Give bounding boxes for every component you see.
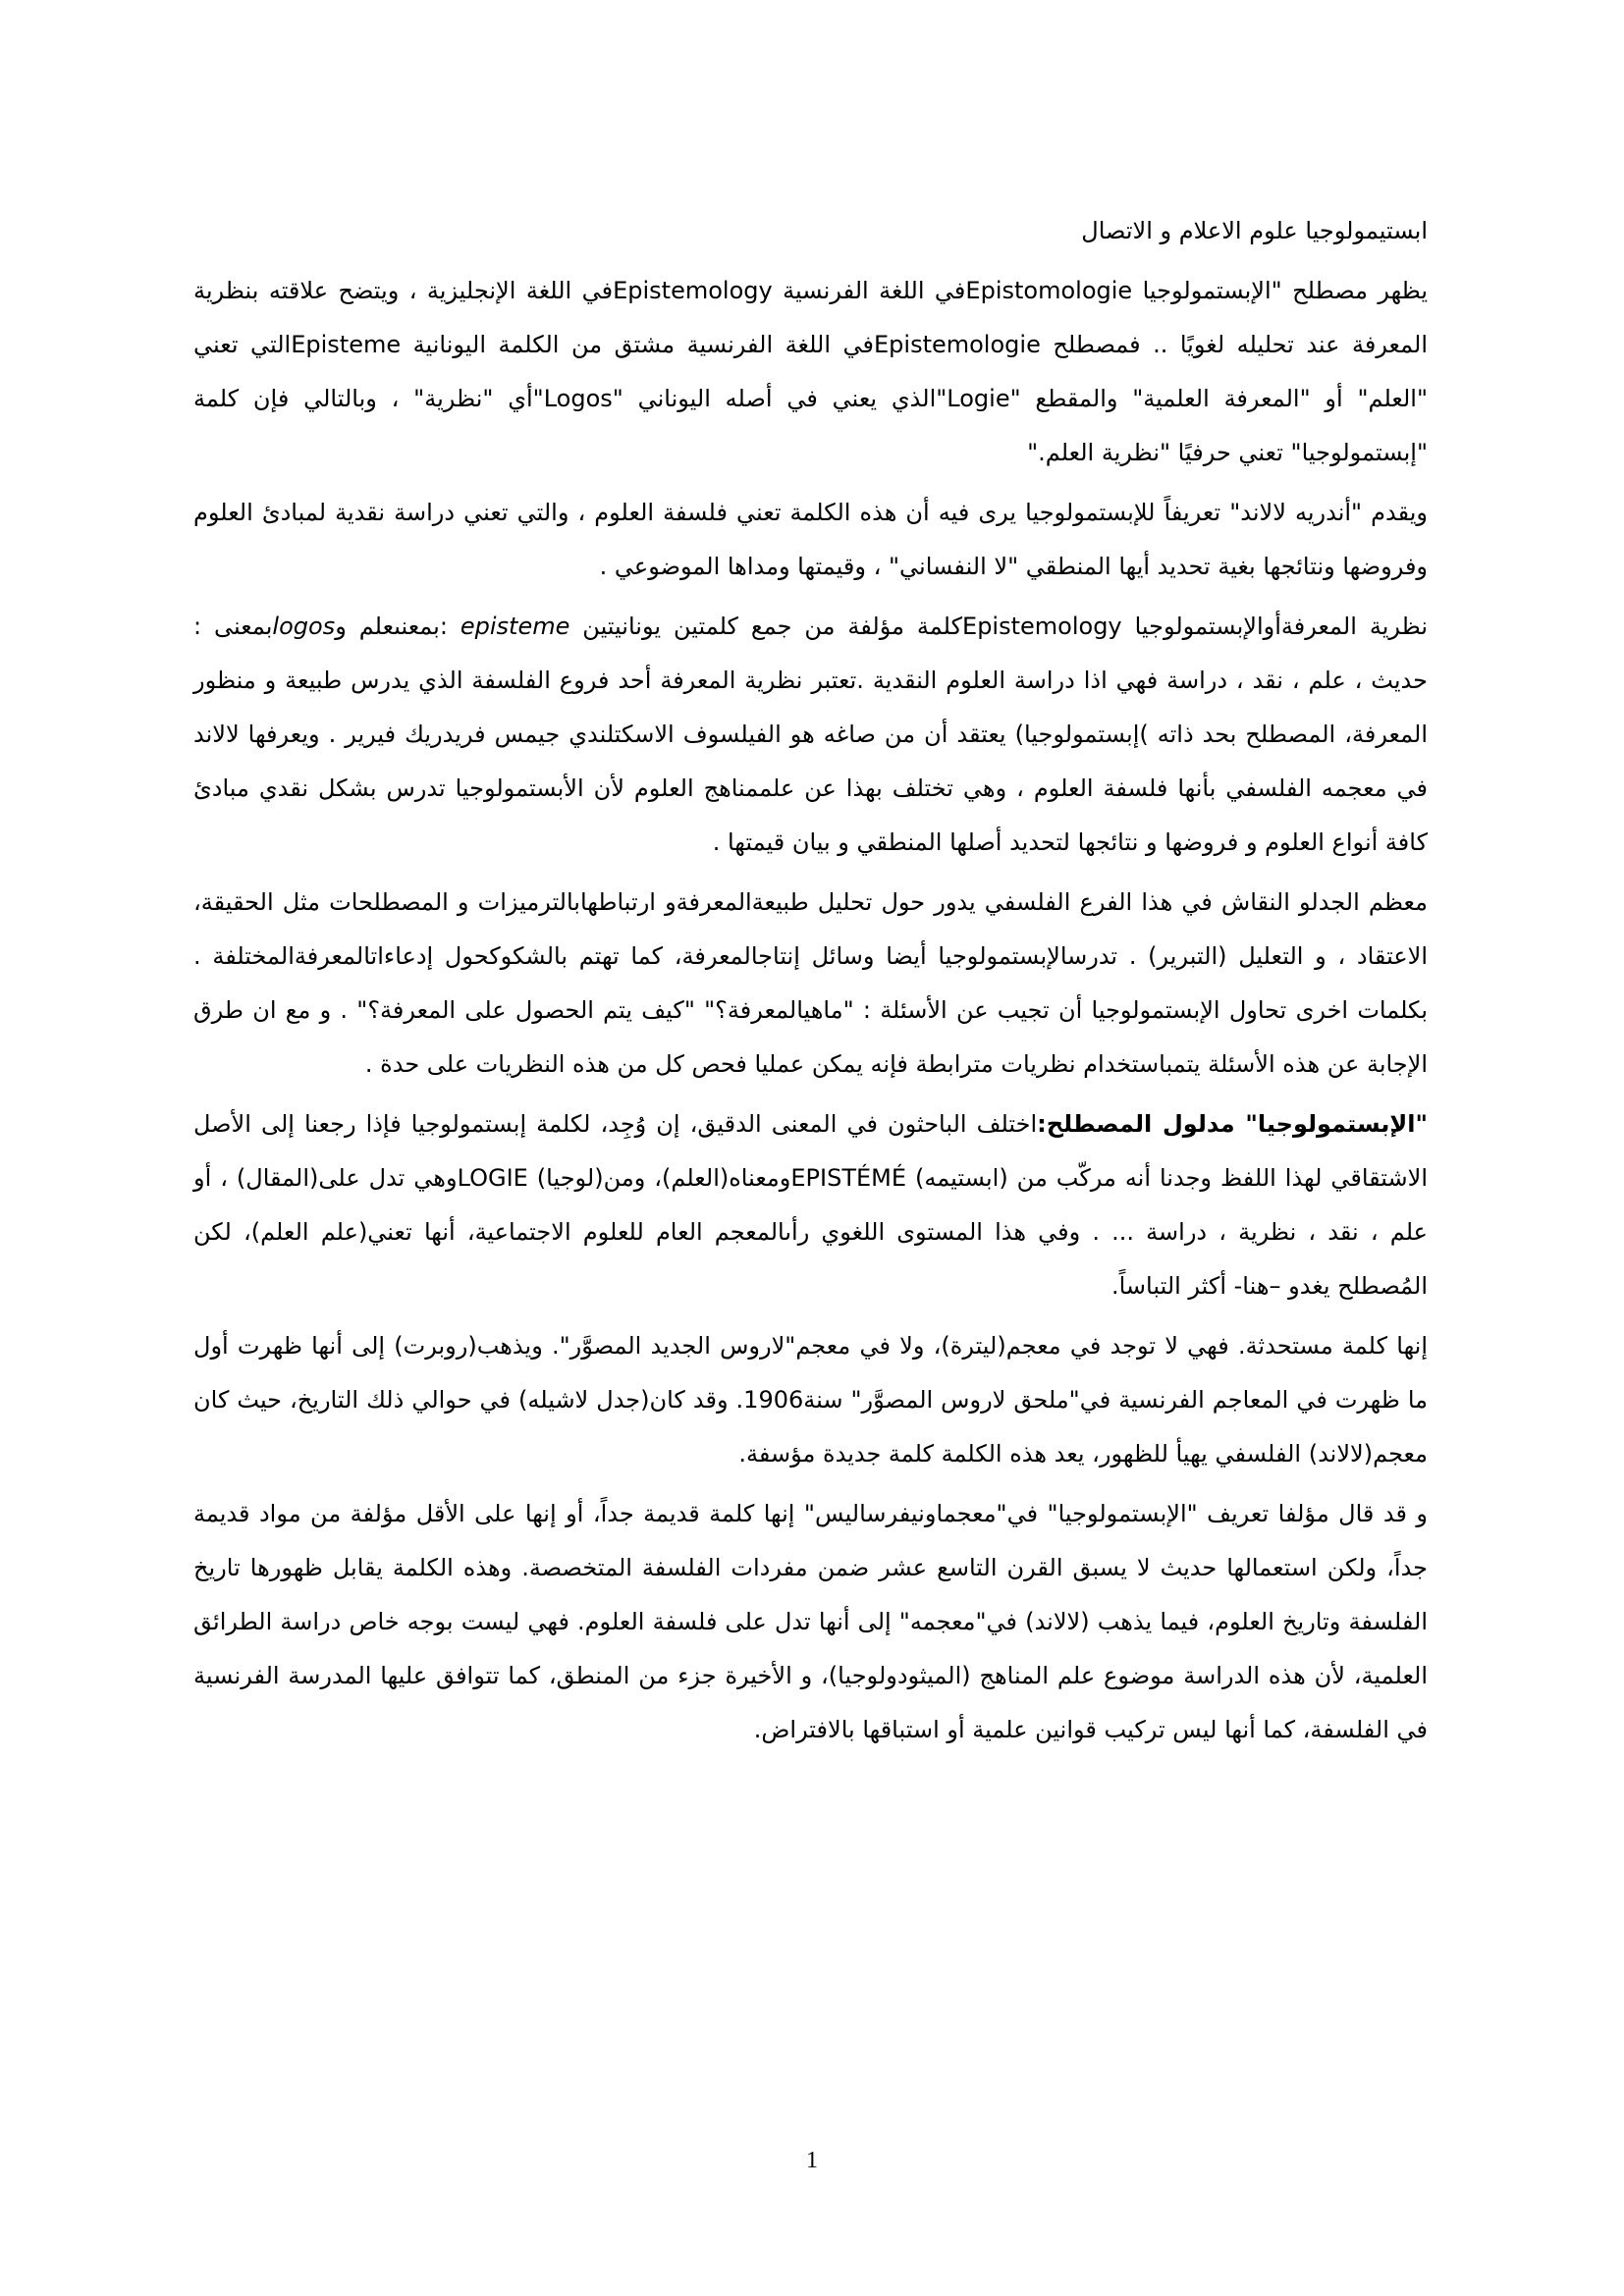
paragraph-universalis <box>193 1487 1428 1757</box>
paragraph-text-part: بمعنى : حديث ، علم ، نقد ، دراسة فهي اذا دراسة العلوم النقدية .تعتبر نظرية المعرفة أحد فروع الفلسفة الذي يدرس طبيعة و منظور المعرفة، المصطلح بحد ذاته )إبستمولوجيا) يعتقد أن من صاغه هو الفيلسوف الاسكتلندي جيمس فريدريك فيرير . ويعرفها لالاند في معجمه الفلسفي بأنها فلسفة العلوم ، وهي تختلف بهذا عن علممناهج العلوم لأن الأبستمولوجيا تدرس بشكل نقدي مبادئ كافة أنواع العلوم و فروضها و نتائجها لتحديد أصلها المنطقي و بيان قيمتها . <box>193 613 1428 856</box>
paragraph-theory-of-knowledge <box>193 600 1428 870</box>
paragraph-text-part: نظرية المعرفةأوالإبستمولوجيا Epistemologyكلمة مؤلفة من جمع كلمتين يونانيتين <box>569 613 1429 640</box>
paragraph-text: يظهر مصطلح "الإبستمولوجيا Epistomologieفي اللغة الفرنسية Epistemologyفي اللغة الإنجليزية ، ويتضح علاقته بنظرية المعرفة عند تحليله لغويًا .. فمصطلح Epistemologieفي اللغة الفرنسية مشتق من الكلمة اليونانية Epistemeالتي تعني "العلم" أو "المعرفة العلمية" والمقطع "Logie"الذي يعني في أصله اليوناني "Logos"أي "نظرية" ، وبالتالي فإن كلمة "إبستمولوجيا" تعني حرفيًا "نظرية العلم." <box>193 277 1429 466</box>
paragraph-text: ويقدم "أندريه لالاند" تعريفاً للإبستمولوجيا يرى فيه أن هذه الكلمة تعني فلسفة العلوم ، والتي تعني دراسة نقدية لمبادئ العلوم وفروضها ونتائجها بغية تحديد أيها المنطقي "لا النفساني" ، وقيمتها ومداها الموضوعي . <box>193 499 1428 580</box>
paragraph-new-word <box>193 1319 1428 1481</box>
paragraph-text: معظم الجدلو النقاش في هذا الفرع الفلسفي يدور حول تحليل طبيعةالمعرفةو ارتباطهابالترميزات و المصطلحات مثل الحقيقة، الاعتقاد ، و التعليل (التبرير) . تدرسالإبستمولوجيا أيضا وسائل إنتاجالمعرفة، كما تهتم بالشكوكحول إدعاءاتالمعرفةالمختلفة . بكلمات اخرى تحاول الإبستمولوجيا أن تجيب عن الأسئلة : "ماهيالمعرفة؟" "كيف يتم الحصول على المعرفة؟" . و مع ان طرق الإجابة عن هذه الأسئلة يتمباستخدام نظريات مترابطة فإنه يمكن عمليا فحص كل من هذه النظريات على حدة . <box>193 888 1428 1078</box>
italic-term-episteme: episteme <box>460 613 570 640</box>
paragraph-text-part: :بمعنىعلم و <box>335 613 460 640</box>
paragraph-etymology <box>193 264 1428 480</box>
paragraph-text: اختلف الباحثون في المعنى الدقيق، إن وُجِد، لكلمة إبستمولوجيا فإذا رجعنا إلى الأصل الاشتقاقي لهذا اللفظ وجدنا أنه مركّب من (ابستيمه) EPISTÉMÉومعناه(العلم)، ومن(لوجيا) LOGIEوهي تدل على(المقال) ، أو علم ، نقد ، نظرية ، دراسة ... . وفي هذا المستوى اللغوي رأىالمعجم العام للعلوم الاجتماعية، أنها تعني(علم العلم)، لكن المُصطلح يغدو –هنا- أكثر التباساً. <box>193 1110 1429 1300</box>
paragraph-debate <box>193 876 1428 1092</box>
paragraph-heading-bold: "الإبستمولوجيا" مدلول المصطلح: <box>1037 1110 1428 1138</box>
paragraph-text: إنها كلمة مستحدثة. فهي لا توجد في معجم(ليترة)، ولا في معجم"لاروس الجديد المصوَّر". ويذهب(روبرت) إلى أنها ظهرت أول ما ظهرت في المعاجم الفرنسية في"ملحق لاروس المصوَّر" سنة1906. وقد كان(جدل لاشيله) في حوالي ذلك التاريخ، حيث كان معجم(لالاند) الفلسفي يهيأ للظهور، يعد هذه الكلمة كلمة جديدة مؤسفة. <box>193 1332 1428 1468</box>
document-title: ابستيمولوجيا علوم الاعلام و الاتصال <box>1081 217 1428 244</box>
italic-term-logos: logos <box>272 613 336 640</box>
page-number: 1 <box>806 2148 818 2173</box>
paragraph-text: و قد قال مؤلفا تعريف "الإبستمولوجيا" في"معجماونيفرساليس" إنها كلمة قديمة جداً، أو إنها على الأقل مؤلفة من مواد قديمة جداً، ولكن استعمالها حديث لا يسبق القرن التاسع عشر ضمن مفردات الفلسفة المتخصصة. وهذه الكلمة يقابل ظهورها تاريخ الفلسفة وتاريخ العلوم، فيما يذهب (لالاند) في"معجمه" إلى أنها تدل على فلسفة العلوم. فهي ليست بوجه خاص دراسة الطرائق العلمية، لأن هذه الدراسة موضوع علم المناهج (الميثودولوجيا)، و الأخيرة جزء من المنطق، كما تتوافق عليها المدرسة الفرنسية في الفلسفة، كما أنها ليس تركيب قوانين علمية أو استباقها بالافتراض. <box>193 1500 1428 1743</box>
paragraph-lalande-definition <box>193 486 1428 594</box>
document-page <box>193 204 1428 1763</box>
paragraph-term-meaning <box>193 1097 1428 1313</box>
